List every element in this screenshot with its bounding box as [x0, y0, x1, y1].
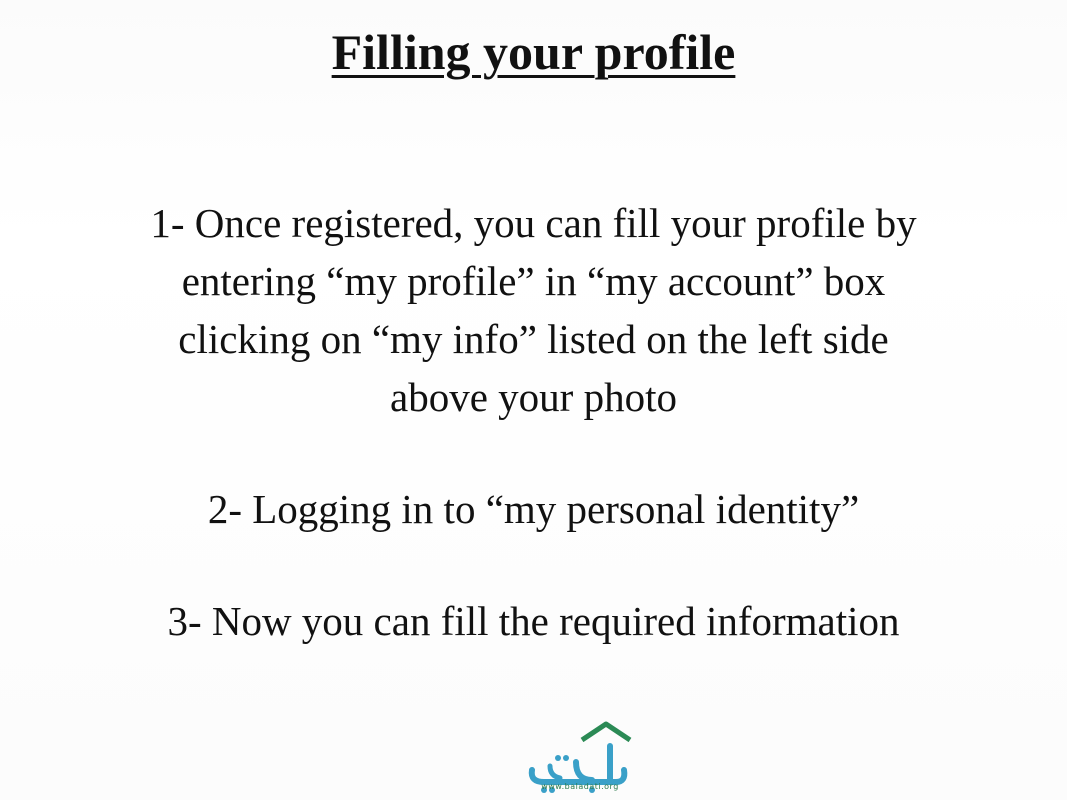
logo-url-text: www.baladati.org — [541, 782, 619, 791]
logo-dot-2 — [563, 755, 569, 761]
logo-stroke-3 — [550, 766, 560, 778]
logo-dot-1 — [555, 755, 561, 761]
step-3-text: 3- Now you can fill the required information — [167, 598, 900, 644]
logo-roof-shape — [582, 724, 630, 740]
step-1-text: 1- Once registered, you can fill your profile by entering “my profile” in “my account” box clicking on “my info” listed on the left side above your photo — [150, 200, 917, 420]
logo-stroke-2 — [576, 762, 592, 780]
slide-title-text: Filling your profile — [331, 24, 736, 80]
slide-title — [0, 22, 1067, 82]
step-2-text: 2- Logging in to “my personal identity” — [207, 486, 860, 532]
